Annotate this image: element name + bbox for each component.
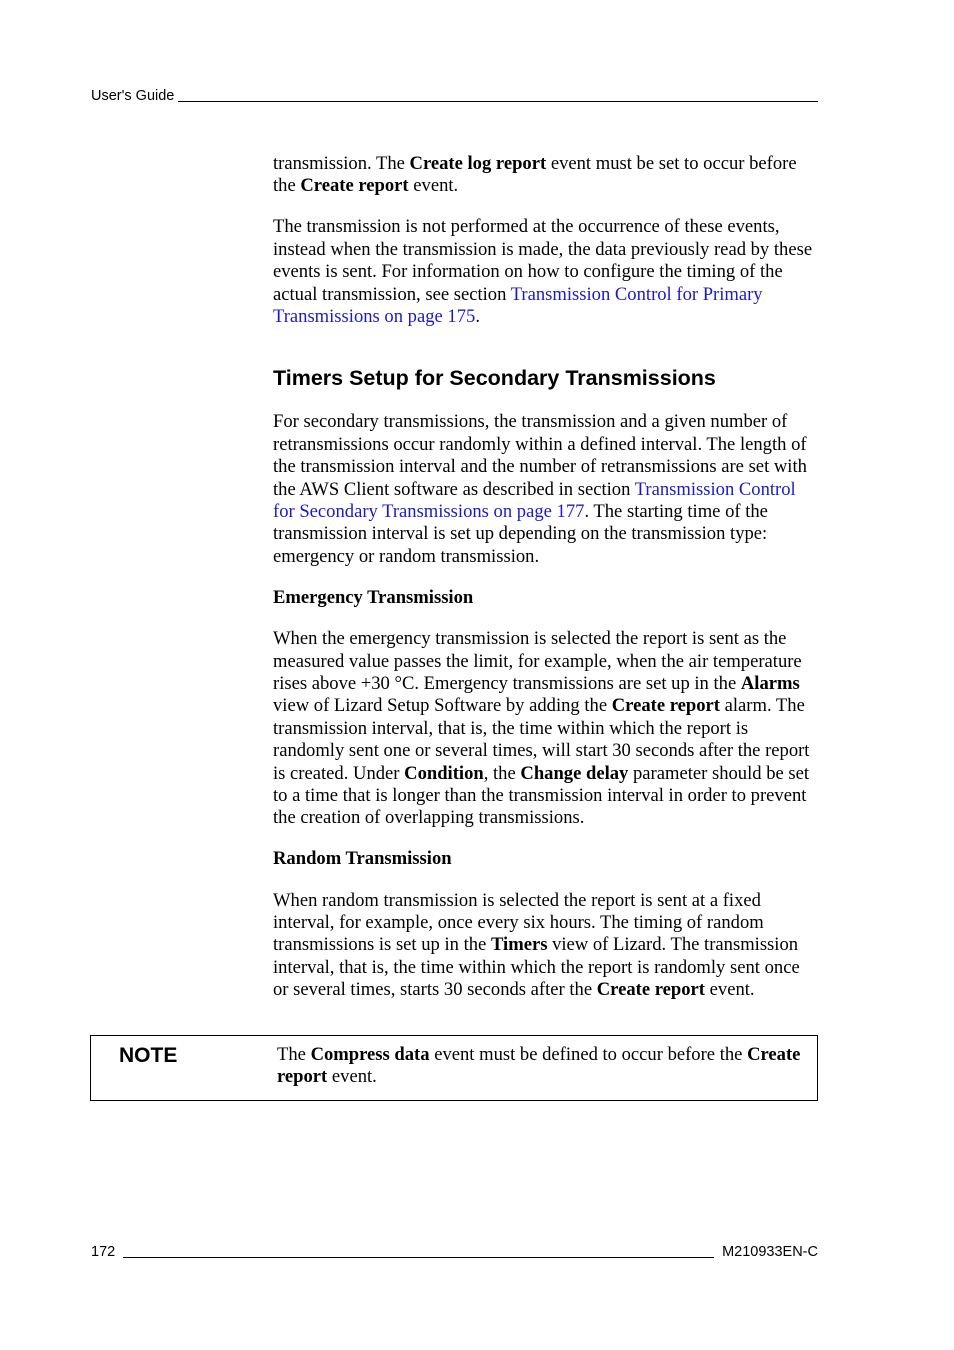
footer-rule: [123, 1257, 714, 1258]
page-footer: [91, 1243, 818, 1261]
link-secondary-transmissions[interactable]: Transmission Control for Secondary Transmissions on page 177: [273, 478, 796, 522]
doc-code: M210933EN-C: [722, 1244, 818, 1260]
random-paragraph: When random transmission is selected the report is sent at a fixed interval, for example, once every six hours. The timing of random transmissions is set up in the Timers view of Lizard. The transmission interval, that is, the time within which the report is randomly sent once or several times, starts 30 seconds after the Create report event.: [273, 889, 800, 1001]
link-primary-transmissions[interactable]: Transmission Control for Primary Transmissions on page 175: [273, 283, 763, 327]
emergency-heading: Emergency Transmission: [273, 586, 474, 608]
paragraph-1: transmission. The Create log report event must be set to occur before the Create report event.: [273, 153, 797, 197]
page-body: [273, 153, 818, 1020]
header-rule: [178, 101, 818, 102]
paragraph-2: The transmission is not performed at the occurrence of these events, instead when the transmission is made, the data previously read by these events is sent. For information on how to configure the timing of the actual transmission, see section Transmission Control for Primary Transmissions on page 175.: [273, 216, 813, 327]
random-heading: Random Transmission: [273, 848, 452, 870]
note-box: [90, 1035, 818, 1101]
note-label: NOTE: [119, 1044, 178, 1067]
paragraph-3: For secondary transmissions, the transmission and a given number of retransmissions occur randomly within a defined interval. The length of the transmission interval and the number of retransmissions are set with the AWS Client software as described in section Transmission Control for Secondary Transmissions on page 177. The starting time of the transmission interval is set up depending on the transmission type: emergency or random transmission.: [273, 411, 807, 567]
page-number: 172: [91, 1244, 116, 1260]
note-text: The Compress data event must be defined to occur before the Create report event.: [277, 1044, 801, 1088]
header-title: User's Guide: [91, 88, 175, 104]
section-heading: Timers Setup for Secondary Transmissions: [273, 366, 716, 391]
page-header: [91, 87, 818, 105]
emergency-paragraph: When the emergency transmission is selected the report is sent as the measured value passes the limit, for example, when the air temperature rises above +30 °C. Emergency transmissions are set up in the Alarms view of Lizard Setup Software by adding the Create report alarm. The transmission interval, that is, the time within which the report is randomly sent one or several times, will start 30 seconds after the report is created. Under Condition, the Change delay parameter should be set to a time that is longer than the transmission interval in order to prevent the creation of overlapping transmissions.: [273, 628, 810, 829]
